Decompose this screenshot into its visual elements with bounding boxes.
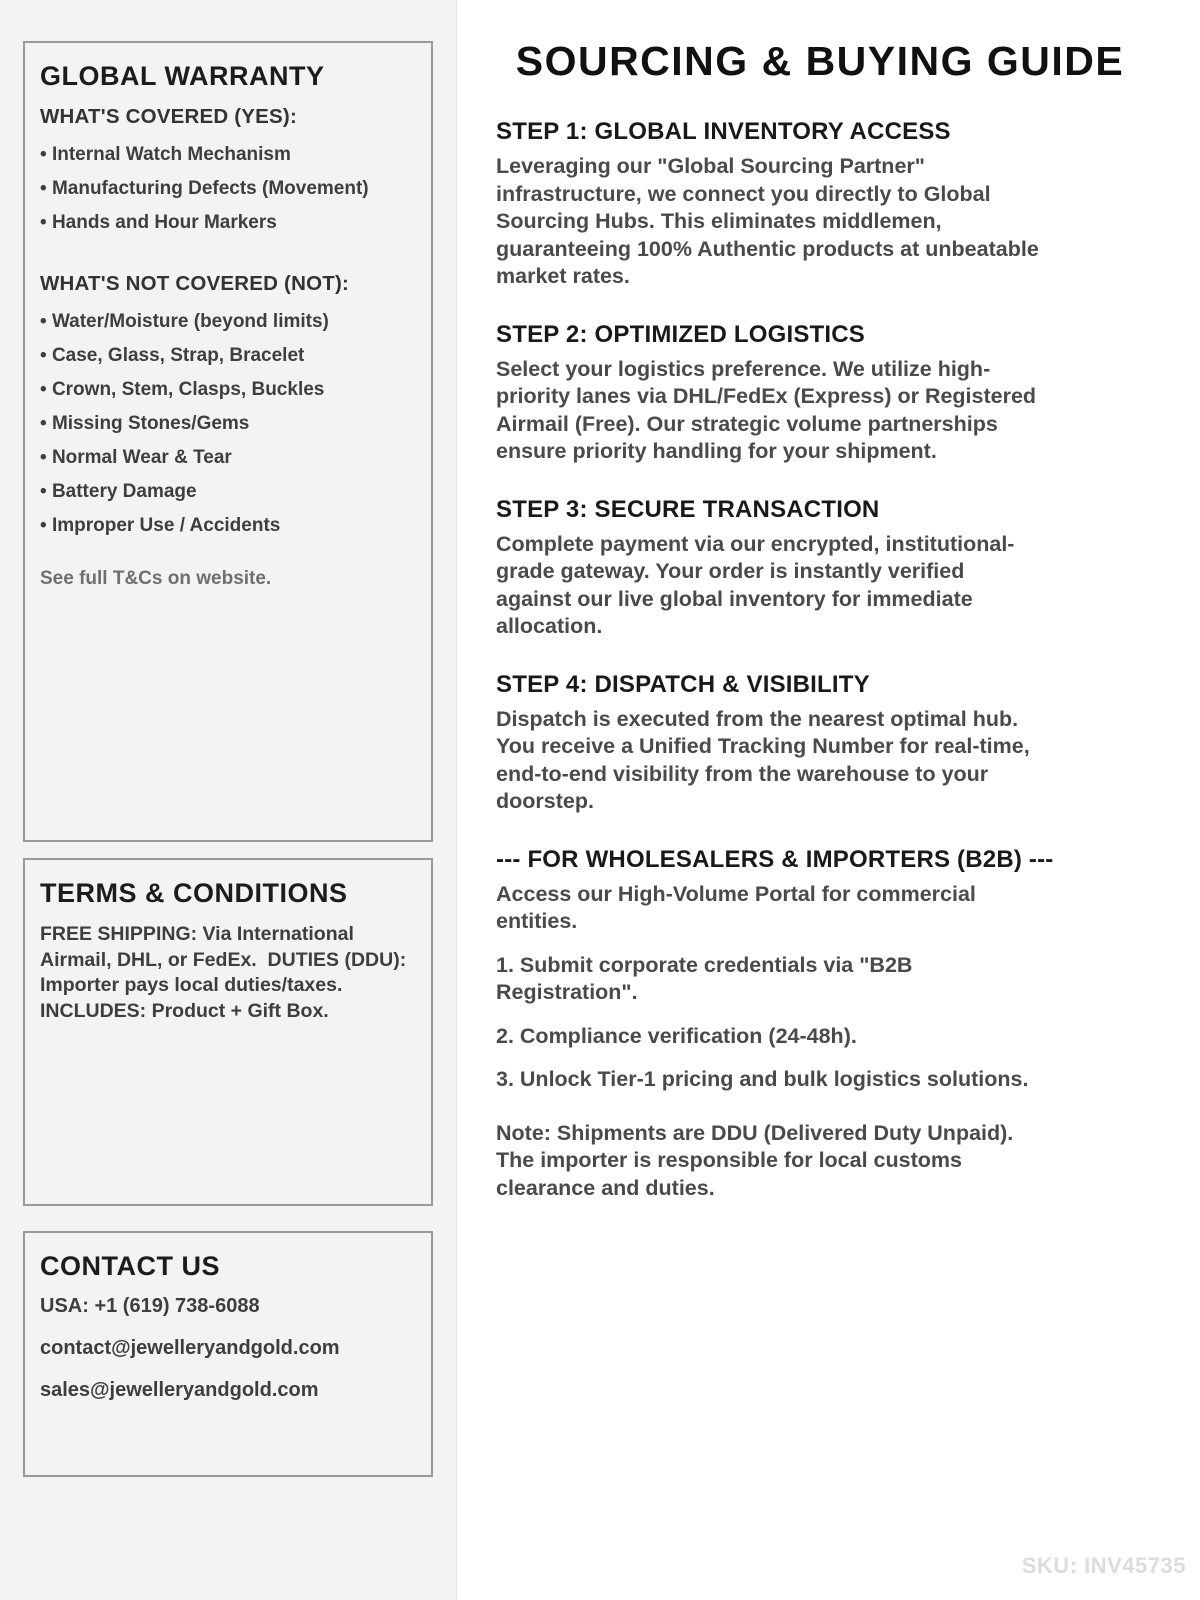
b2b-intro: Access our High-Volume Portal for commercial entities. [496, 881, 976, 933]
step-4-body: Dispatch is executed from the nearest optimal hub. You receive a Unified Tracking Number for real-time, end-to-end visibility from the warehouse to your doorstep. [496, 706, 1030, 813]
list-item: • Normal Wear & Tear [40, 446, 416, 469]
contact-phone: USA: +1 (619) 738-6088 [40, 1295, 260, 1317]
step-2-heading: STEP 2: OPTIMIZED LOGISTICS [496, 320, 865, 348]
sku-label: SKU: INV45735 [1021, 1553, 1186, 1578]
b2b-item-2: 2. Compliance verification (24-48h). [496, 1023, 857, 1048]
global-warranty-box [23, 41, 433, 842]
list-item: • Internal Watch Mechanism [40, 143, 416, 166]
contact-box [23, 1231, 433, 1477]
contact-title: CONTACT US [40, 1251, 220, 1281]
step-1-heading: STEP 1: GLOBAL INVENTORY ACCESS [496, 118, 951, 145]
list-item: • Manufacturing Defects (Movement) [40, 177, 416, 200]
step-1-body: Leveraging our "Global Sourcing Partner" infrastructure, we connect you directly to Global Sourcing Hubs. This eliminates middlemen, guaranteeing 100% Authentic products at unbeatable market rates. [496, 154, 1039, 288]
page-title: SOURCING & BUYING GUIDE [515, 38, 1125, 84]
step-2-body: Select your logistics preference. We utilize high-priority lanes via DHL/FedEx (Express) or Registered Airmail (Free). Our strategic volume partnerships ensure priority handling for your shipment. [496, 356, 1037, 463]
contact-sales-email: sales@jewelleryandgold.com [40, 1379, 319, 1401]
contact-email: contact@jewelleryandgold.com [40, 1337, 340, 1359]
step-3-body: Complete payment via our encrypted, institutional-grade gateway. Your order is instantly verified against our live global inventory for immediate allocation. [496, 531, 1015, 638]
list-item: • Hands and Hour Markers [40, 211, 416, 234]
list-item: • Battery Damage [40, 480, 416, 503]
not-covered-heading: WHAT'S NOT COVERED (NOT): [40, 272, 349, 295]
step-4-heading: STEP 4: DISPATCH & VISIBILITY [496, 670, 870, 698]
covered-list [40, 143, 416, 234]
not-covered-list [40, 310, 416, 537]
b2b-heading: --- FOR WHOLESALERS & IMPORTERS (B2B) --- [496, 845, 1054, 873]
terms-body: FREE SHIPPING: Via International Airmail, DHL, or FedEx. DUTIES (DDU): Importer pays local duties/taxes. INCLUDES: Product + Gift Box. [40, 923, 412, 1022]
list-item: • Case, Glass, Strap, Bracelet [40, 344, 416, 367]
main-content [457, 0, 1200, 1600]
list-item: • Missing Stones/Gems [40, 412, 416, 435]
list-item: • Crown, Stem, Clasps, Buckles [40, 378, 416, 401]
terms-title: TERMS & CONDITIONS [40, 878, 348, 908]
warranty-title: GLOBAL WARRANTY [40, 61, 325, 91]
list-item: • Improper Use / Accidents [40, 514, 416, 537]
step-3-heading: STEP 3: SECURE TRANSACTION [496, 495, 880, 523]
list-item: • Water/Moisture (beyond limits) [40, 310, 416, 333]
terms-box [23, 858, 433, 1206]
b2b-note: Note: Shipments are DDU (Delivered Duty Unpaid). The importer is responsible for local customs clearance and duties. [496, 1120, 1014, 1200]
sidebar [0, 0, 457, 1600]
warranty-footnote: See full T&Cs on website. [40, 568, 272, 589]
b2b-item-1: 1. Submit corporate credentials via "B2B Registration". [496, 952, 913, 1004]
b2b-item-3: 3. Unlock Tier-1 pricing and bulk logistics solutions. [496, 1067, 1029, 1091]
covered-heading: WHAT'S COVERED (YES): [40, 105, 297, 128]
